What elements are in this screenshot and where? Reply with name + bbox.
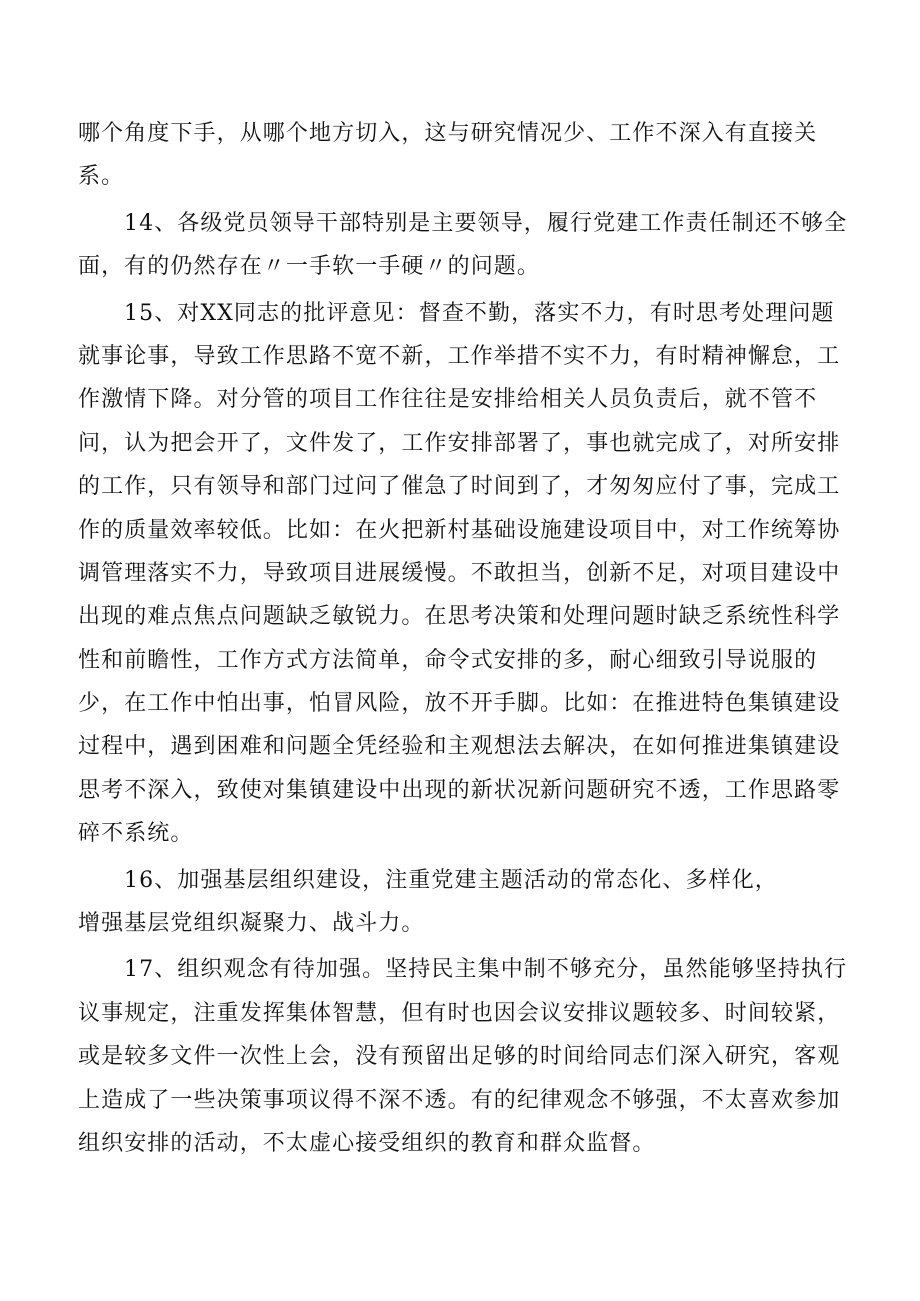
document-page	[78, 112, 848, 1168]
text-line: 作的质量效率较低。比如：在火把新村基础设施建设项目中，对工作统筹协	[78, 517, 841, 543]
text-line: 思考不深入，致使对集镇建设中出现的新状况新问题研究不透，工作思路零	[78, 777, 841, 803]
paragraph	[78, 859, 848, 946]
text-line: 议事规定，注重发挥集体智慧，但有时也因会议安排议题较多、时间较紧，	[78, 1000, 841, 1026]
text-line: 出现的难点焦点问题缺乏敏锐力。在思考决策和处理问题时缺乏系统性科学	[78, 604, 841, 630]
text-line: 问，认为把会开了，文件发了，工作安排部署了，事也就完成了，对所安排	[78, 430, 841, 456]
paragraph	[78, 112, 848, 199]
text-line: 组织安排的活动，不太虚心接受组织的教育和群众监督。	[78, 1130, 656, 1156]
paragraph	[78, 202, 848, 289]
text-line: 系。	[78, 164, 125, 190]
text-line: 少，在工作中怕出事，怕冒风险，放不开手脚。比如：在推进特色集镇建设	[78, 691, 841, 717]
text-line: 就事论事，导致工作思路不宽不新，工作举措不实不力，有时精神懈怠，工	[78, 343, 841, 369]
text-line: 或是较多文件一次性上会，没有预留出足够的时间给同志们深入研究，客观	[78, 1044, 841, 1070]
text-line: 16、加强基层组织建设，注重党建主题活动的常态化、多样化，	[124, 867, 778, 893]
text-line: 过程中，遇到困难和问题全凭经验和主观想法去解决，在如何推进集镇建设	[78, 734, 841, 760]
text-line: 17、组织观念有待加强。坚持民主集中制不够充分，虽然能够坚持执行	[124, 957, 848, 983]
text-line: 15、对XX同志的批评意见：督查不勤，落实不力，有时思考处理问题	[124, 300, 835, 326]
text-line: 性和前瞻性，工作方式方法简单，命令式安排的多，耐心细致引导说服的	[78, 647, 818, 673]
text-line: 作激情下降。对分管的项目工作往往是安排给相关人员负责后，就不管不	[78, 387, 818, 413]
text-line: 14、各级党员领导干部特别是主要领导，履行党建工作责任制还不够全	[124, 210, 848, 236]
text-line: 调管理落实不力，导致项目进展缓慢。不敢担当，创新不足，对项目建设中	[78, 560, 841, 586]
paragraph	[78, 292, 848, 856]
text-line: 碎不系统。	[78, 821, 194, 847]
paragraph	[78, 948, 848, 1165]
text-line: 上造成了一些决策事项议得不深不透。有的纪律观念不够强，不太喜欢参加	[78, 1087, 841, 1113]
text-line: 增强基层党组织凝聚力、战斗力。	[78, 911, 425, 937]
text-line: 面，有的仍然存在〃一手软一手硬〃的问题。	[78, 254, 541, 280]
text-line: 的工作，只有领导和部门过问了催急了时间到了，才匆匆应付了事，完成工	[78, 474, 841, 500]
text-line: 哪个角度下手，从哪个地方切入，这与研究情况少、工作不深入有直接关	[78, 121, 818, 146]
